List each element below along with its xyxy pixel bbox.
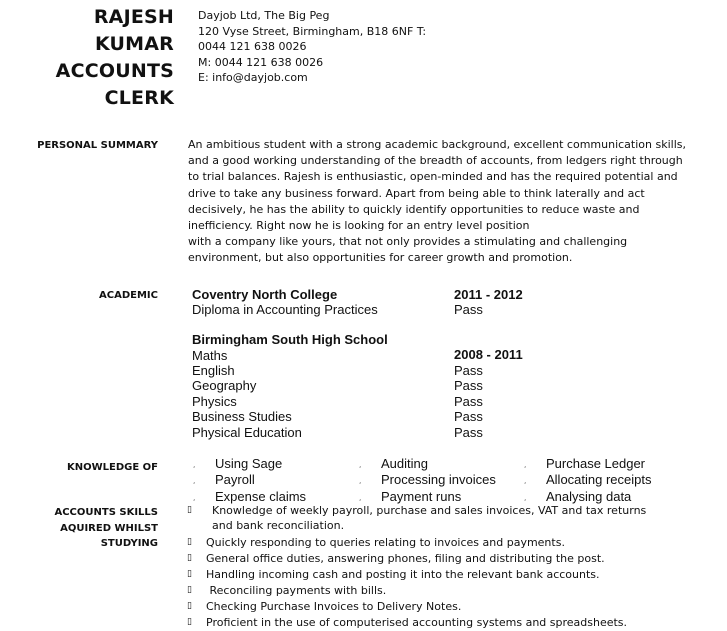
knowledge-heading: KNOWLEDGE OF (66, 462, 158, 473)
skill-item: Quickly responding to queries relating to invoices and payments. (206, 536, 565, 549)
contact-email[interactable]: E: info@dayjob.com (198, 71, 308, 84)
school-subject: English (192, 363, 235, 378)
personal-summary-heading: PERSONAL SUMMARY (37, 140, 158, 151)
school-subject: Geography (192, 378, 257, 393)
bullet-tick-icon: ‚ (524, 477, 527, 485)
school-subject: Physics (192, 394, 237, 409)
summary-line: and a good working understanding of the breadth of accounts, from ledgers right through (188, 154, 683, 168)
academic-heading: ACADEMIC (99, 290, 158, 301)
knowledge-item: Purchase Ledger (546, 456, 646, 471)
school-subject: Physical Education (192, 425, 302, 440)
contact-details (198, 8, 426, 86)
contact-address: 120 Vyse Street, Birmingham, B18 6NF T: (198, 24, 427, 38)
contact-company: Dayjob Ltd, The Big Peg (198, 9, 330, 22)
college-result: Pass (454, 302, 483, 317)
knowledge-item: Allocating receipts (546, 472, 652, 487)
contact-mobile: M: 0044 121 638 0026 (198, 55, 324, 69)
bullet-square-icon: ▯ (187, 537, 192, 547)
skill-item: Checking Purchase Invoices to Delivery Notes. (206, 600, 462, 613)
summary-line: environment, but also opportunities for career growth and promotion. (188, 251, 573, 265)
title-line: ACCOUNTS (55, 60, 174, 82)
skill-line: Knowledge of weekly payroll, purchase and sales invoices, VAT and tax returns (212, 504, 647, 517)
name-line: RAJESH (93, 6, 174, 28)
bullet-square-icon: ▯ (187, 505, 192, 515)
bullet-tick-icon: ‚ (524, 494, 527, 502)
summary-line: to trial balances. Rajesh is enthusiastic, open-minded and has the required potential and (188, 170, 678, 184)
school-result: Pass (454, 363, 483, 378)
summary-line: An ambitious student with a strong academic background, excellent communication skills, (188, 138, 686, 151)
knowledge-item: Analysing data (546, 489, 632, 504)
summary-line: drive to take any business forward. Apart from being able to think laterally and act (188, 186, 645, 200)
summary-line: with a company like yours, that not only provides a stimulating and challenging (188, 235, 628, 249)
skill-item: Handling incoming cash and posting it into the relevant bank accounts. (206, 568, 600, 581)
skill-item: Reconciling payments with bills. (206, 584, 387, 597)
bullet-square-icon: ▯ (187, 617, 192, 627)
school-subject: Maths (192, 348, 228, 363)
bullet-square-icon: ▯ (187, 569, 192, 579)
college-course: Diploma in Accounting Practices (192, 302, 378, 317)
school-result: Pass (454, 425, 483, 440)
name-line: KUMAR (94, 33, 174, 55)
skills-heading-line: STUDYING (100, 538, 158, 549)
summary-line: decisively, he has the ability to quickly identify opportunities to reduce waste and (188, 202, 640, 216)
applicant-name-title (40, 4, 174, 112)
bullet-tick-icon: ‚ (193, 477, 196, 485)
school-result: Pass (454, 378, 483, 393)
bullet-tick-icon: ‚ (193, 461, 196, 469)
skills-heading-line: AQUIRED WHILST (60, 522, 158, 534)
bullet-tick-icon: ‚ (359, 461, 362, 469)
knowledge-item: Payment runs (381, 489, 462, 504)
personal-summary-text (188, 137, 688, 267)
bullet-square-icon: ▯ (187, 553, 192, 563)
bullet-tick-icon: ‚ (359, 477, 362, 485)
college-years: 2011 - 2012 (454, 287, 523, 302)
bullet-square-icon: ▯ (187, 585, 192, 595)
college-name: Coventry North College (192, 287, 338, 302)
title-line: CLERK (104, 87, 174, 109)
skill-item: General office duties, answering phones, filing and distributing the post. (206, 552, 605, 565)
skills-heading-line: ACCOUNTS SKILLS (54, 507, 158, 518)
knowledge-item: Processing invoices (381, 472, 496, 487)
knowledge-item: Using Sage (215, 456, 283, 471)
skill-item: Proficient in the use of computerised accounting systems and spreadsheets. (206, 616, 628, 629)
school-result: Pass (454, 409, 483, 424)
knowledge-item: Auditing (381, 456, 428, 471)
summary-line: inefficiency. Right now he is looking for an entry level position (188, 219, 530, 233)
school-name: Birmingham South High School (192, 332, 388, 347)
accounts-skills-heading (0, 505, 158, 552)
bullet-tick-icon: ‚ (524, 461, 527, 469)
school-result: Pass (454, 394, 483, 409)
knowledge-item: Payroll (215, 472, 255, 487)
skill-line: and bank reconciliation. (212, 519, 345, 532)
bullet-square-icon: ▯ (187, 601, 192, 611)
contact-telephone: 0044 121 638 0026 (198, 40, 307, 53)
knowledge-item: Expense claims (215, 489, 307, 504)
school-subject: Business Studies (192, 409, 292, 424)
bullet-tick-icon: ‚ (193, 494, 196, 502)
bullet-tick-icon: ‚ (359, 494, 362, 502)
school-years: 2008 - 2011 (454, 347, 523, 362)
skill-item-first (212, 503, 646, 533)
